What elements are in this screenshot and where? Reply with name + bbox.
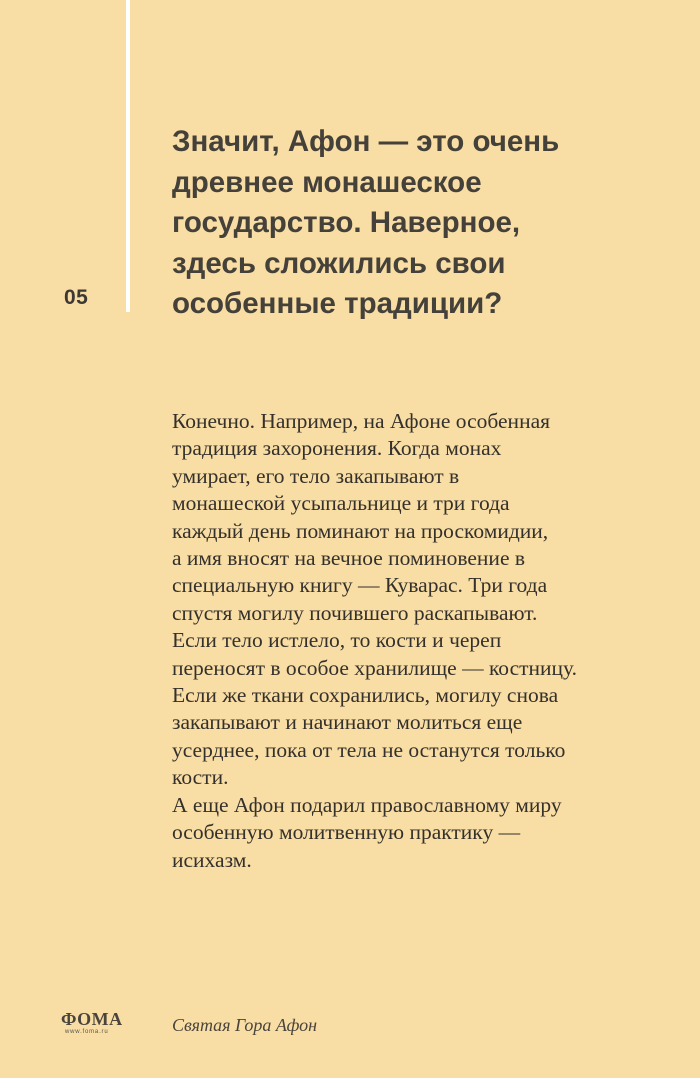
heading-line: государство. Наверное, <box>172 206 521 239</box>
body-line: переносят в особое хранилище — костницу. <box>172 655 578 680</box>
page-number: 05 <box>64 286 89 309</box>
vertical-divider-line <box>126 0 130 312</box>
question-heading <box>172 122 692 325</box>
footer-title: Святая Гора Афон <box>172 1015 318 1035</box>
heading-line: здесь сложились свои <box>172 246 506 280</box>
body-line: Если же ткани сохранились, могилу снова <box>172 683 559 708</box>
heading-line: Значит, Афон — это очень <box>172 125 560 158</box>
body-line: А еще Афон подарил православному миру <box>172 792 562 817</box>
body-line: а имя вносят на вечное поминовение в <box>172 546 526 571</box>
body-line: монашеской усыпальнице и три года <box>172 491 510 516</box>
foma-logo <box>61 1010 141 1036</box>
body-line: исихазм. <box>172 847 252 872</box>
body-line: традиция захоронения. Когда монах <box>172 436 502 461</box>
heading-line: древнее монашеское <box>172 165 482 199</box>
logo-url: www.foma.ru <box>65 1029 109 1035</box>
body-line: особенную молитвенную практику — <box>172 820 521 845</box>
body-line: Конечно. Например, на Афоне особенная <box>172 409 551 433</box>
body-line: Если тело истлело, то кости и череп <box>172 628 502 653</box>
body-line: специальную книгу — Куварас. Три года <box>172 573 548 598</box>
body-line: спустя могилу почившего раскапывают. <box>172 600 538 625</box>
logo-text: ФОМА <box>61 1009 123 1029</box>
body-line: усерднее, пока от тела не останутся только <box>172 737 566 762</box>
body-line: каждый день поминают на проскомидии, <box>172 518 549 543</box>
body-line: закапывают и начинают молиться еще <box>172 710 523 735</box>
body-line: умирает, его тело закапывают в <box>172 463 460 488</box>
answer-body <box>172 408 692 874</box>
heading-line: особенные традиции? <box>172 287 503 320</box>
body-line: кости. <box>172 765 229 790</box>
